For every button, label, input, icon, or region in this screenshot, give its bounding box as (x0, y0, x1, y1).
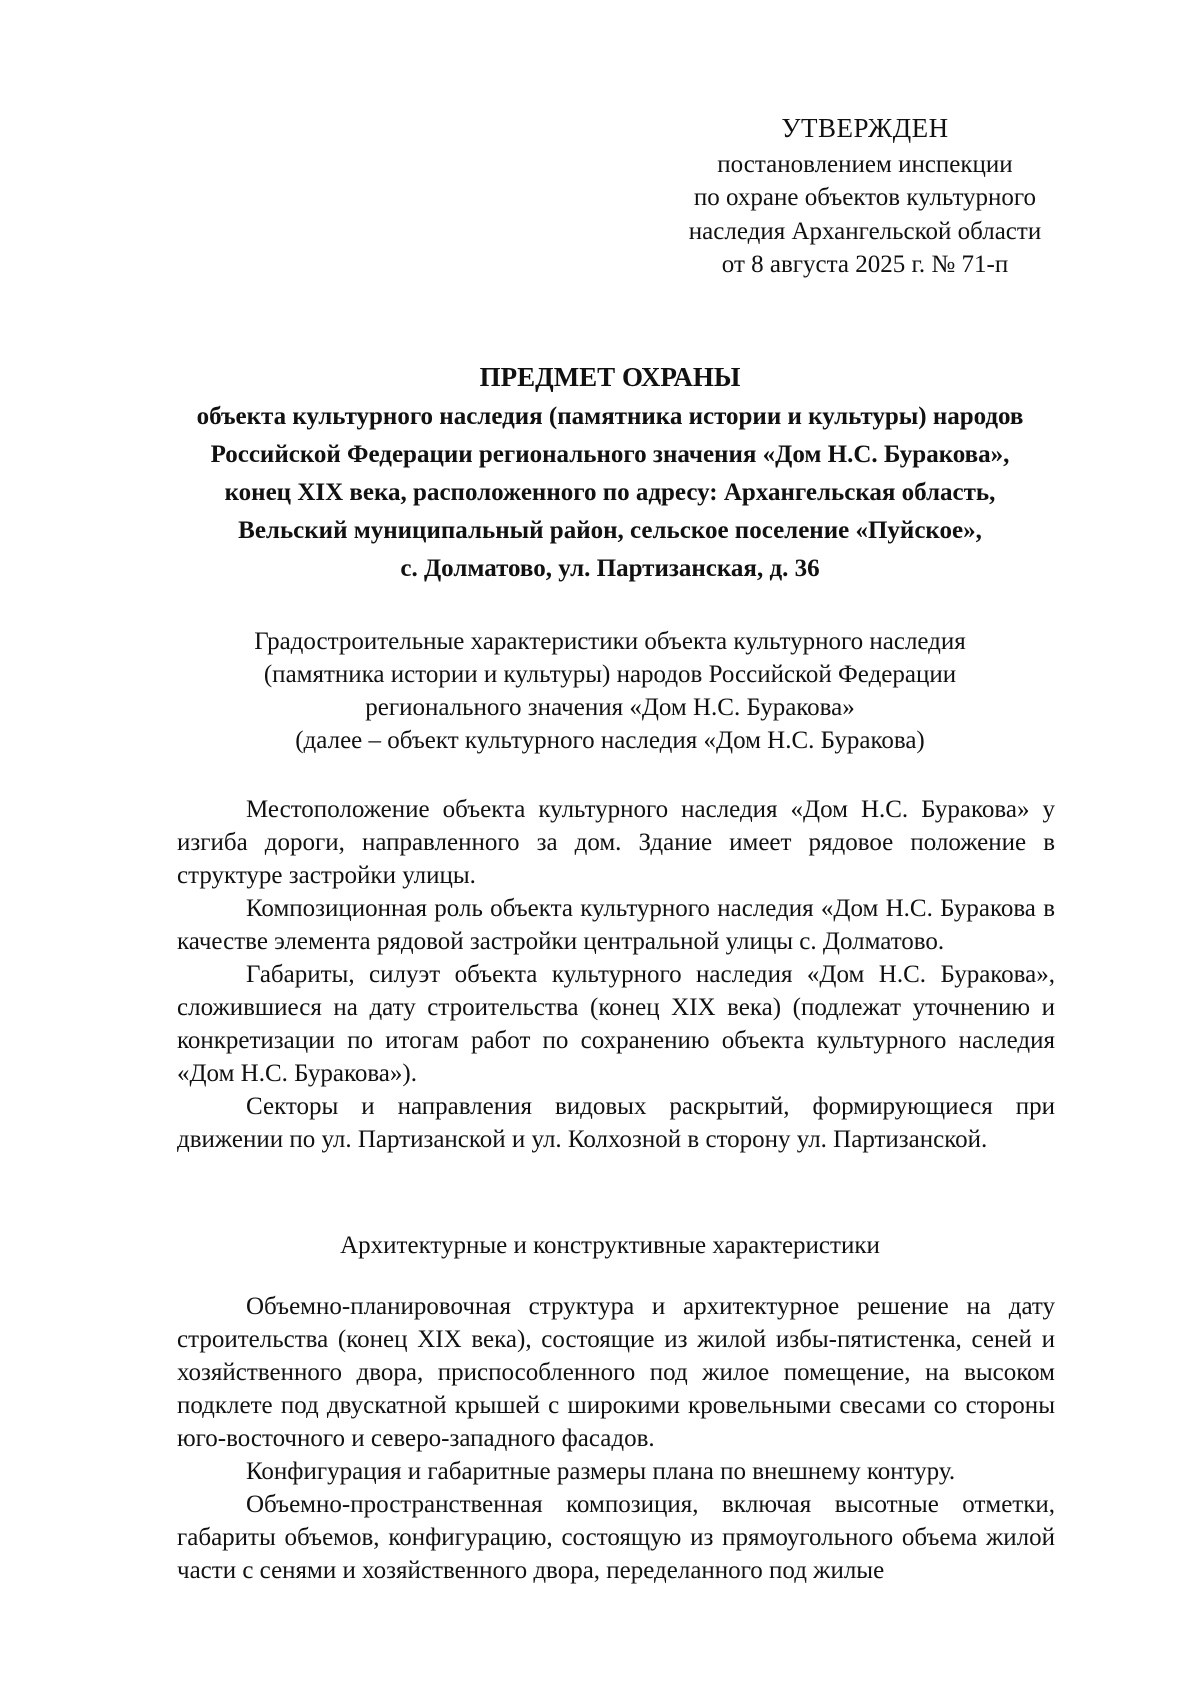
section-body-architecture (177, 1290, 1055, 1587)
page-title: ПРЕДМЕТ ОХРАНЫ (479, 362, 741, 392)
heading-line: Архитектурные и конструктивные характеристики (340, 1232, 880, 1259)
heading-line: (далее – объект культурного наследия «Дом Н.С. Буракова) (295, 727, 925, 754)
title-line: Российской Федерации регионального значения «Дом Н.С. Буракова», (210, 441, 1010, 468)
title-line: Вельский муниципальный район, сельское поселение «Пуйское», (238, 517, 982, 544)
approval-heading: УТВЕРЖДЕН (781, 113, 949, 143)
approval-line: по охране объектов культурного (693, 184, 1037, 211)
heading-line: Градостроительные характеристики объекта культурного наследия (254, 628, 966, 655)
heading-line: регионального значения «Дом Н.С. Буракова» (365, 694, 855, 721)
paragraph: Композиционная роль объекта культурного наследия «Дом Н.С. Буракова в качестве элемента рядовой застройки центральной улицы с. Долматово. (177, 895, 1055, 955)
document-title (160, 358, 1060, 588)
heading-line: (памятника истории и культуры) народов Российской Федерации (263, 661, 957, 688)
paragraph: Объемно-планировочная структура и архитектурное решение на дату строительства (конец XIX века), состоящие из жилой избы-пятистенка, сеней и хозяйственного двора, приспособленного под жилое помещение, на высоком подклете под двускатной крышей с широкими кровельными свесами со стороны юго-восточного и северо-западного фасадов. (177, 1293, 1055, 1452)
title-line: с. Долматово, ул. Партизанская, д. 36 (400, 555, 820, 582)
section-body-urban (177, 793, 1055, 1156)
paragraph: Секторы и направления видовых раскрытий, формирующиеся при движении по ул. Партизанской и ул. Колхозной в сторону ул. Партизанской. (177, 1093, 1055, 1153)
title-line: объекта культурного наследия (памятника истории и культуры) народов (196, 403, 1024, 430)
title-line: конец XIX века, расположенного по адресу: Архангельская область, (224, 479, 996, 506)
paragraph: Габариты, силуэт объекта культурного наследия «Дом Н.С. Буракова», сложившиеся на дату строительства (конец XIX века) (подлежат уточнению и конкретизации по итогам работ по сохранению объекта культурного наследия «Дом Н.С. Буракова»). (177, 961, 1055, 1087)
paragraph: Местоположение объекта культурного наследия «Дом Н.С. Буракова» у изгиба дороги, направленного за дом. Здание имеет рядовое положение в структуре застройки улицы. (177, 796, 1055, 889)
section-heading-urban (160, 625, 1060, 757)
approval-line: постановлением инспекции (717, 150, 1013, 178)
paragraph: Конфигурация и габаритные размеры плана по внешнему контуру. (246, 1458, 956, 1485)
approval-line: наследия Архангельской области (688, 217, 1042, 245)
approval-stamp (655, 112, 1075, 282)
paragraph: Объемно-пространственная композиция, включая высотные отметки, габариты объемов, конфигурацию, состоящую из прямоугольного объема жилой части с сенями и хозяйственного двора, переделанного под жилые (177, 1491, 1055, 1584)
approval-date-line: от 8 августа 2025 г. № 71-п (721, 251, 1009, 278)
section-heading-architecture (160, 1229, 1060, 1262)
